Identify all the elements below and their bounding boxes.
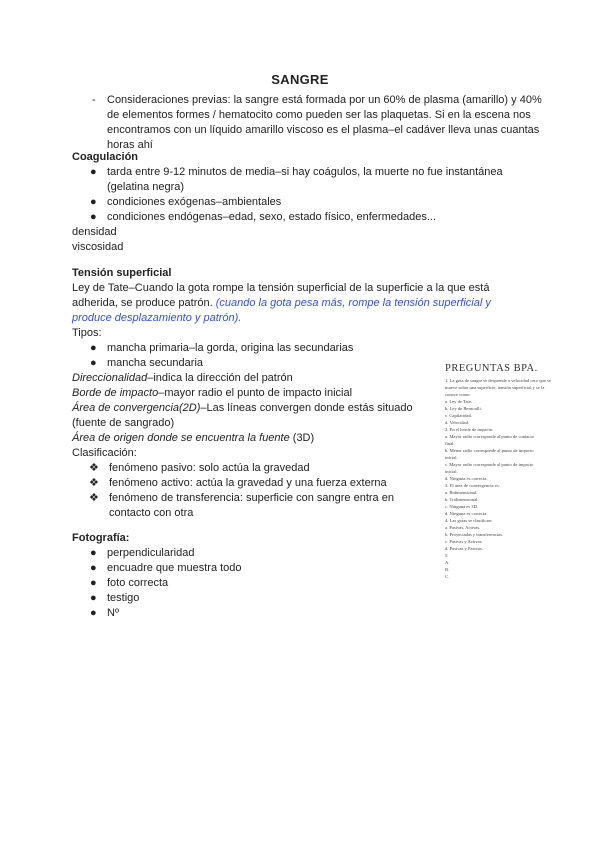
diamond-bullet-icon: ❖ xyxy=(89,477,99,489)
list-item: ❖ fenómeno activo: actúa la gravedad y una fuerza externa xyxy=(89,477,387,489)
tipos-label: Tipos: xyxy=(72,327,102,339)
viscosidad-text: viscosidad xyxy=(72,241,124,253)
question-line: C. xyxy=(445,574,450,579)
question-line: a. Ley de Tate. xyxy=(445,399,473,404)
question-line: b. Proyectadas y transferencias. xyxy=(445,532,504,537)
fotografia-list xyxy=(72,546,372,621)
question-line: inicial. xyxy=(445,469,458,474)
question-line: B. xyxy=(445,567,450,572)
question-line: d. Pasivas y Pasivas. xyxy=(445,546,483,551)
bullet-icon: ● xyxy=(90,342,97,354)
list-item: ● mancha secundaria xyxy=(90,357,204,369)
question-line: a. Pasivas, Activas. xyxy=(445,525,481,530)
bullet-icon: ● xyxy=(90,562,97,574)
list-item: ❖ fenómeno pasivo: solo actúa la gravedad xyxy=(89,462,310,474)
question-line: b. Menor radio corresponde al punto de impacto xyxy=(445,448,534,453)
def-area-origen: Área de origen donde se encuentra la fuente (3D) xyxy=(72,432,315,444)
question-line: 3. El área de convergencia es: xyxy=(445,483,500,488)
bullet-icon: ● xyxy=(90,577,97,589)
question-line: b. Tridimensional. xyxy=(445,497,479,502)
question-line: 4. Las gotas se clasifican: xyxy=(445,518,493,523)
question-line: d. Ninguna es correcta. xyxy=(445,476,488,481)
question-line: conoce como: xyxy=(445,392,471,397)
preguntas-title: PREGUNTAS BPA. xyxy=(445,363,538,374)
bullet-icon: ● xyxy=(90,592,97,604)
fotografia-heading: Fotografía: xyxy=(72,532,130,544)
dash-marker: - xyxy=(92,94,96,106)
question-line: 5. xyxy=(445,553,449,558)
bullet-icon: ● xyxy=(90,166,97,178)
definitions xyxy=(72,371,427,446)
tipos-list xyxy=(72,341,402,371)
coagulacion-heading: Coagulación xyxy=(72,151,139,163)
coagulacion-section xyxy=(72,150,532,255)
question-line: final. xyxy=(445,441,455,446)
densidad-text: densidad xyxy=(72,226,117,238)
clasificacion-list xyxy=(72,461,402,521)
bullet-icon: ● xyxy=(90,357,97,369)
list-item: ● testigo xyxy=(90,592,140,604)
def-area-convergencia: Área de convergencia(2D)–Las líneas convergen donde estás situado (fuente de sangrado) xyxy=(72,402,413,429)
question-line: A. xyxy=(445,560,450,565)
def-direccionalidad: Direccionalidad–indica la dirección del patrón xyxy=(72,372,293,384)
question-line: mueve sobre una superficie, tensión superficial y se la xyxy=(445,385,545,390)
coagulacion-list xyxy=(72,165,532,225)
question-line: d. Ninguna es correcta. xyxy=(445,511,488,516)
list-item: ● mancha primaria–la gorda, origina las secundarias xyxy=(90,342,354,354)
question-line: 2. En el borde de impacto: xyxy=(445,427,494,432)
list-item: ● tarda entre 9-12 minutos de media–si hay coágulos, la muerte no fue instantánea (gelatina negra) xyxy=(90,166,503,193)
fotografia-section xyxy=(72,531,372,621)
diamond-bullet-icon: ❖ xyxy=(89,492,99,504)
list-item: ● encuadre que muestra todo xyxy=(90,562,242,574)
list-item: ● perpendicularidad xyxy=(90,547,195,559)
question-line: a. Mayor radio corresponde al punto de contacto xyxy=(445,434,535,439)
list-item: ● foto correcta xyxy=(90,577,169,589)
tension-heading: Tensión superficial xyxy=(72,267,172,279)
list-item: ● Nº xyxy=(90,607,119,619)
question-line: c. Ninguna es 3D. xyxy=(445,504,479,509)
preguntas-bpa-image xyxy=(445,363,597,580)
question-line: c. Mayor radio corresponde al punto de impacto xyxy=(445,462,534,467)
list-item: ● condiciones exógenas–ambientales xyxy=(90,196,282,208)
ley-note: (cuando la gota pesa más, rompe la tensión superficial y produce desplazamiento y patrón). xyxy=(72,297,491,324)
ley-text: Ley de Tate–Cuando la gota rompe la tensión superficial de la superficie a la que está adherida, se produce patrón. xyxy=(72,282,490,309)
ley-de-tate-paragraph xyxy=(72,281,527,326)
question-line: inicial. xyxy=(445,455,458,460)
clasificacion-label: Clasificación: xyxy=(72,447,137,459)
preguntas-lines xyxy=(445,377,597,580)
diamond-bullet-icon: ❖ xyxy=(89,462,99,474)
page-title: SANGRE xyxy=(271,72,329,87)
list-item: ● condiciones endógenas–edad, sexo, estado físico, enfermedades... xyxy=(90,211,437,223)
question-line: 1. La gota de sangre se desprende a velocidad cero que se xyxy=(445,378,551,383)
question-line: d. Velocidad. xyxy=(445,420,470,425)
question-line: c. Capilaridad. xyxy=(445,413,472,418)
question-line: b. Ley de Bernoulli. xyxy=(445,406,482,411)
bullet-icon: ● xyxy=(90,211,97,223)
intro-text: Consideraciones previas: la sangre está formada por un 60% de plasma (amarillo) y 40% de elementos formes / hematocito como pueden ser las plaquetas. Si en la escena nos encontramos con un líquido amarillo viscoso es el plasma–el cadáver lleva unas cuantas horas ahí xyxy=(107,94,542,151)
question-line: c. Pasivas y Activas. xyxy=(445,539,483,544)
bullet-icon: ● xyxy=(90,547,97,559)
question-line: a. Bidimensional. xyxy=(445,490,478,495)
list-item: ❖ fenómeno de transferencia: superficie con sangre entra en contacto con otra xyxy=(89,492,394,519)
bullet-icon: ● xyxy=(90,607,97,619)
bullet-icon: ● xyxy=(90,196,97,208)
def-borde-impacto: Borde de impacto–mayor radio el punto de impacto inicial xyxy=(72,387,353,399)
